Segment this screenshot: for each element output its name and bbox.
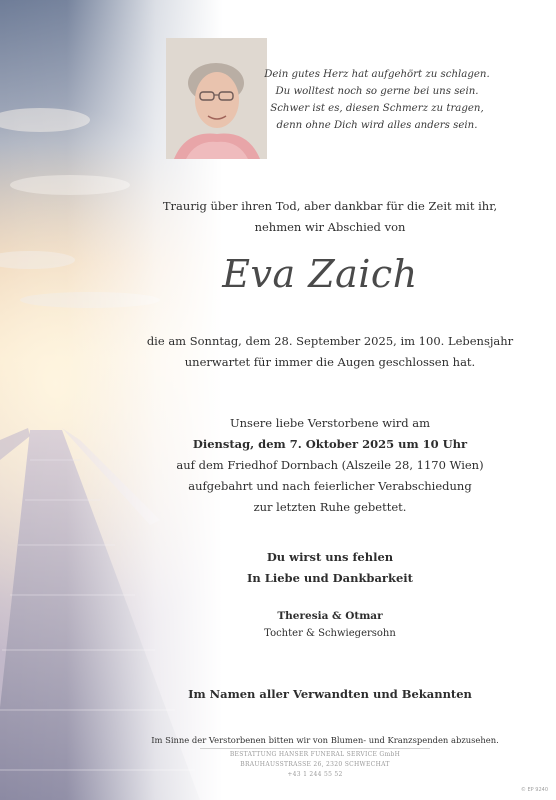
closing-line: Du wirst uns fehlen <box>266 550 394 564</box>
portrait-photo <box>166 38 267 159</box>
signers: Theresia & Otmar <box>277 610 383 622</box>
poem-line: Du wolltest noch so gerne bei uns sein. <box>275 86 479 97</box>
donation-note: Im Sinne der Verstorbenen bitten wir von Blumen- und Kranzspenden abzusehen. <box>151 735 499 745</box>
poem-line: Schwer ist es, diesen Schmerz zu tragen, <box>270 103 484 114</box>
death-notice <box>120 331 540 373</box>
divider <box>200 748 430 749</box>
funeral-home-address: BRAUHAUSSTRASSE 26, 2320 SCHWECHAT <box>240 761 390 768</box>
closing-words <box>120 547 540 589</box>
print-code: © EP 9240 <box>520 787 548 793</box>
funeral-home-name: BESTATTUNG HANSER FUNERAL SERVICE GmbH <box>229 751 401 758</box>
death-notice-line: die am Sonntag, dem 28. September 2025, im 100. Lebensjahr <box>146 334 514 348</box>
poem <box>262 66 492 134</box>
intro-line: nehmen wir Abschied von <box>254 220 406 234</box>
funeral-line: zur letzten Ruhe gebettet. <box>253 500 407 514</box>
deceased-name: Eva Zaich <box>222 252 418 296</box>
intro-text <box>120 196 540 238</box>
poem-line: Dein gutes Herz hat aufgehört zu schlagen. <box>264 69 490 80</box>
intro-line: Traurig über ihren Tod, aber dankbar für die Zeit mit ihr, <box>162 199 498 213</box>
funeral-details <box>120 413 540 518</box>
signers-relation: Tochter & Schwiegersohn <box>264 628 396 639</box>
closing-line: In Liebe und Dankbarkeit <box>247 571 413 585</box>
funeral-home-phone: +43 1 244 55 52 <box>287 771 343 778</box>
funeral-line: aufgebahrt und nach feierlicher Verabschiedung <box>188 479 472 493</box>
relatives-line: Im Namen aller Verwandten und Bekannten <box>188 687 472 701</box>
funeral-home-info <box>180 750 450 780</box>
death-notice-line: unerwartet für immer die Augen geschlossen hat. <box>184 355 476 369</box>
funeral-line: Unsere liebe Verstorbene wird am <box>229 416 431 430</box>
funeral-location: auf dem Friedhof Dornbach (Alszeile 28, 1170 Wien) <box>176 458 484 472</box>
poem-line: denn ohne Dich wird alles anders sein. <box>276 120 478 131</box>
funeral-date-time: Dienstag, dem 7. Oktober 2025 um 10 Uhr <box>192 437 468 451</box>
portrait-image <box>166 38 267 159</box>
